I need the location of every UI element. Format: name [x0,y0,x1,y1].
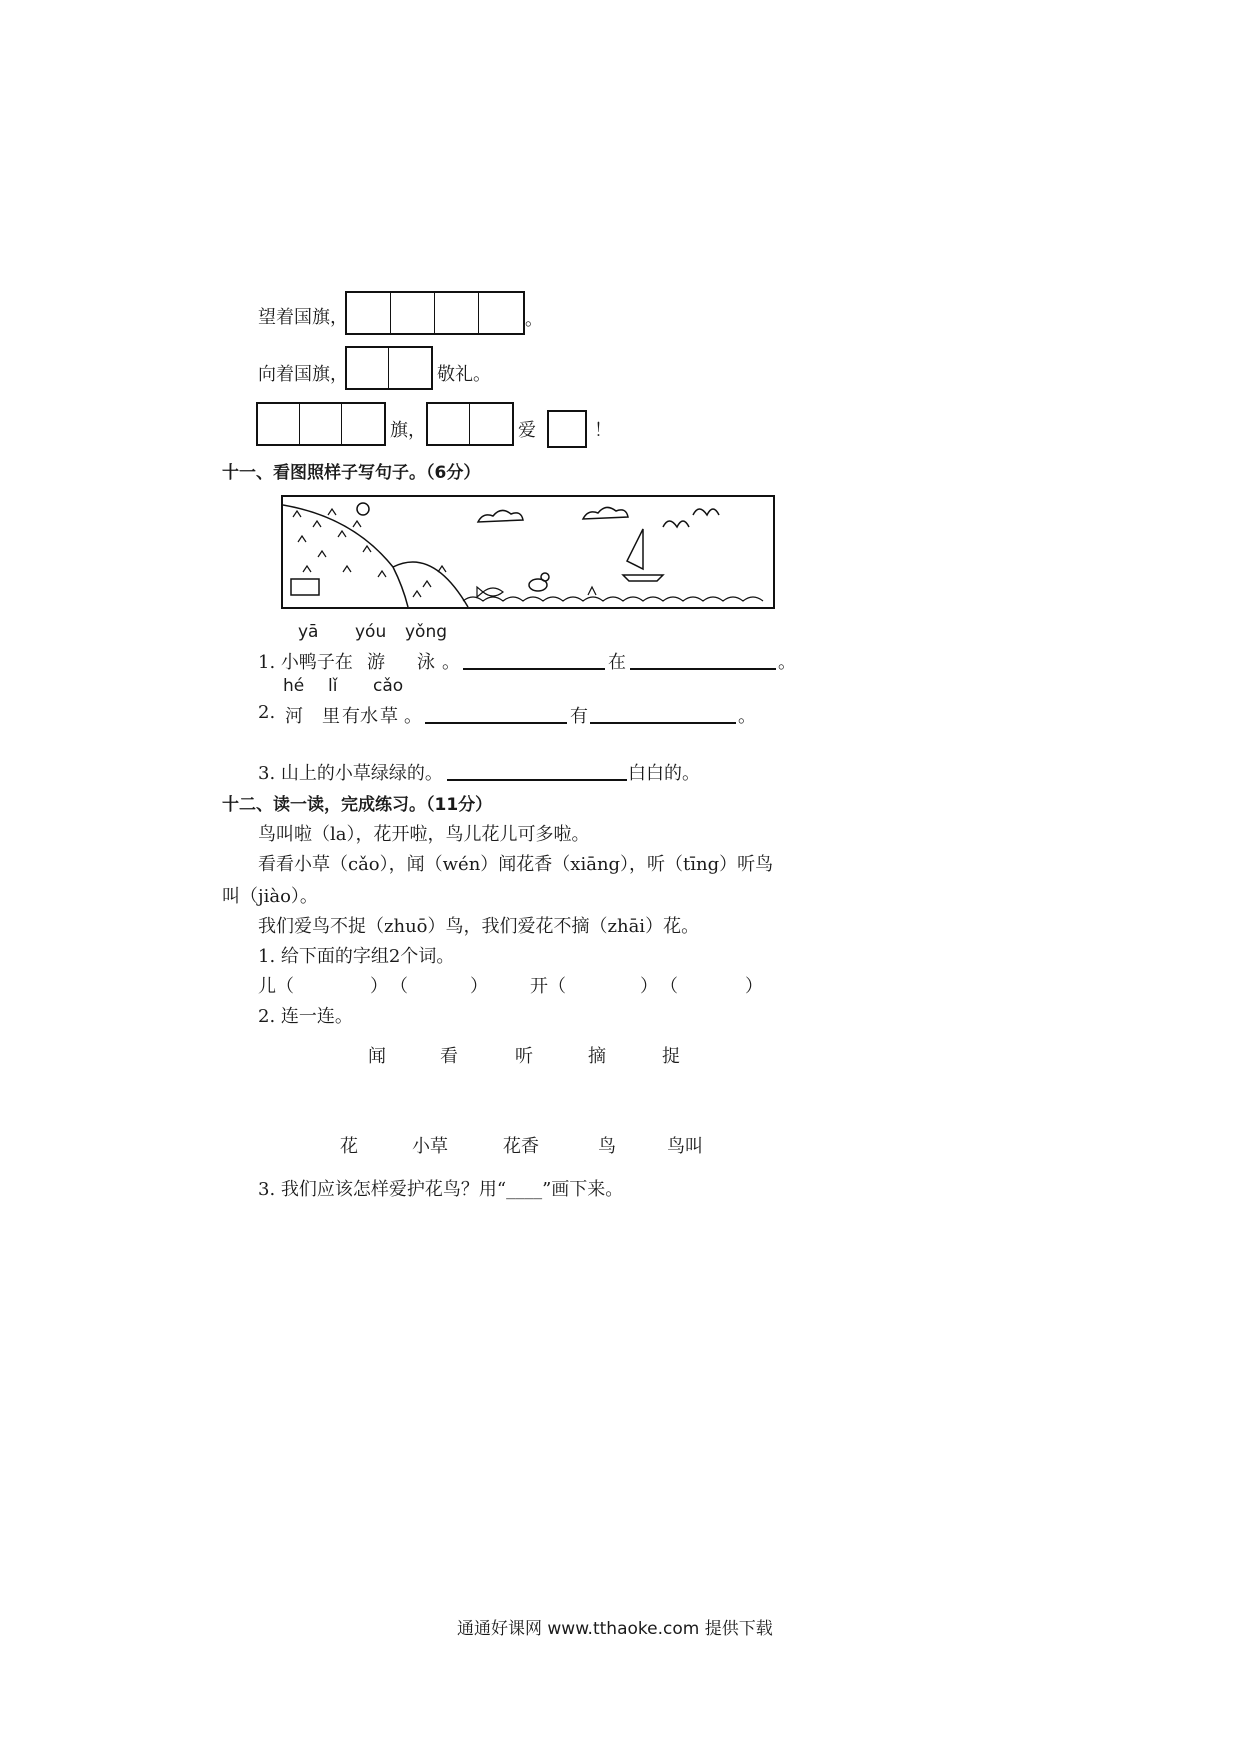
q2-char-cao: 草 [380,706,398,727]
object-hua[interactable]: 花 [340,1136,358,1157]
q1-blank-2[interactable] [630,668,776,670]
section-11-heading: 十一、看图照样子写句子。（6分） [222,463,481,483]
q12-2-title: 2. 连一连。 [258,1006,353,1027]
reading-para-3: 我们爱鸟不捉（zhuō）鸟，我们爱花不摘（zhāi）花。 [258,916,700,937]
word-kai-open: 开（ [530,976,566,997]
q2-char-he: 河 [285,706,303,727]
reading-para-1: 鸟叫啦（la），花开啦，鸟儿花儿可多啦。 [258,824,590,845]
flag-line-3-love: 爱 [518,420,536,441]
q3-text: 3. 山上的小草绿绿的。 [258,763,443,784]
pinyin-cao: cǎo [373,676,404,696]
flag-line-1-suffix: 。 [525,309,543,330]
flag-line-3-end: ！ [594,420,612,441]
pinyin-yong: yǒng [405,622,448,642]
q2-char-li: 里 [322,706,340,727]
q1-end: 。 [778,652,796,673]
verb-ting[interactable]: 听 [515,1046,533,1067]
answer-box-1[interactable] [547,410,587,448]
verb-zhuo[interactable]: 捉 [662,1046,680,1067]
q2-blank-2[interactable] [590,722,736,724]
q1-blank-1[interactable] [463,668,605,670]
q2-blank-1[interactable] [425,722,567,724]
word-er-open: 儿（ [258,976,294,997]
object-niaojiao[interactable]: 鸟叫 [667,1136,703,1157]
pinyin-ya: yā [298,622,319,642]
word-er-open-2: （ [390,976,408,997]
word-kai-open-2: （ [660,976,678,997]
q3-end: 白白的。 [628,763,700,784]
pinyin-li: lǐ [328,676,338,696]
q1-text-a: 1. 小鸭子在 [258,652,353,673]
q2-mid: 有 [570,706,588,727]
flag-line-2-prefix: 向着国旗， [258,364,348,385]
flag-line-1 [258,303,348,329]
q2-num: 2. [258,702,276,723]
q1-char-you: 游 [367,652,385,673]
q2-end: 。 [738,706,756,727]
flag-line-3-mid: 旗， [390,420,426,441]
section-12-heading: 十二、读一读，完成练习。（11分） [222,795,493,815]
word-er-close-2: ） [470,976,488,997]
word-er-close-1: ） [370,976,388,997]
q12-1-title: 1. 给下面的字组2个词。 [258,946,455,967]
answer-boxes-4[interactable] [345,291,525,335]
reading-para-2b: 叫（jiào）。 [222,886,318,907]
reading-para-2a: 看看小草（cǎo），闻（wén）闻花香（xiāng），听（tīng）听鸟 [258,854,774,875]
q12-3-title: 3. 我们应该怎样爱护花鸟？用“____”画下来。 [258,1179,624,1200]
verb-kan[interactable]: 看 [440,1046,458,1067]
q3-blank[interactable] [447,779,627,781]
flag-line-2-suffix: 敬礼。 [437,364,491,385]
q1-char-yong: 泳 [417,652,435,673]
object-huaxiang[interactable]: 花香 [503,1136,539,1157]
q2-text-end: 。 [404,706,422,727]
pinyin-he: hé [283,676,305,696]
scene-illustration [281,495,775,609]
q1-mid: 在 [608,652,626,673]
object-xiaocao[interactable]: 小草 [412,1136,448,1157]
word-kai-close-2: ） [745,976,763,997]
word-kai-close-1: ） [640,976,658,997]
object-niao[interactable]: 鸟 [598,1136,616,1157]
answer-boxes-2b[interactable] [426,402,514,446]
answer-boxes-2[interactable] [345,346,433,390]
pinyin-you: yóu [355,622,387,642]
q1-text-b: 。 [442,652,460,673]
answer-boxes-3[interactable] [256,402,386,446]
q2-text-you: 有水 [342,706,378,727]
footer-text: 通通好课网 www.tthaoke.com 提供下载 [457,1619,773,1639]
verb-zhai[interactable]: 摘 [588,1046,606,1067]
flag-line-1-prefix: 望着国旗， [258,307,348,328]
verb-wen[interactable]: 闻 [368,1046,386,1067]
